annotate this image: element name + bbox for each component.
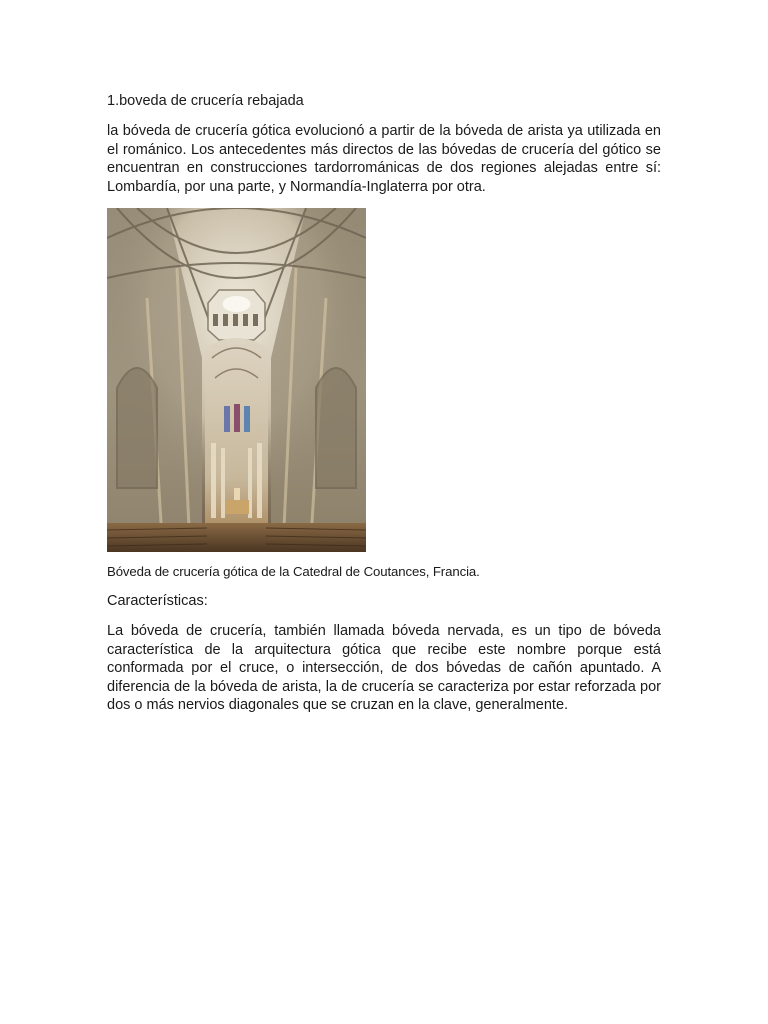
cathedral-vault-photo: [107, 208, 366, 552]
characteristics-heading: Características:: [107, 593, 208, 609]
figure-caption: Bóveda de crucería gótica de la Catedral de Coutances, Francia.: [107, 564, 480, 579]
characteristics-paragraph: La bóveda de crucería, también llamada bóveda nervada, es un tipo de bóveda característica de la arquitectura gótica que recibe este nombre porque está conformada por el cruce, o intersección, de dos bóvedas de cañón apuntado. A diferencia de la bóveda de arista, la de crucería se caracteriza por estar reforzada por dos o más nervios diagonales que se cruzan en la clave, generalmente.: [107, 623, 661, 714]
intro-paragraph: la bóveda de crucería gótica evolucionó a partir de la bóveda de arista ya utilizada en el románico. Los antecedentes más directos de las bóvedas de crucería del gótico se encuentran en construcciones tardorrománicas de dos regiones alejadas entre sí: Lombardía, por una parte, y Normandía-Inglaterra por otra.: [107, 123, 661, 195]
section-heading: 1.boveda de crucería rebajada: [107, 93, 304, 109]
